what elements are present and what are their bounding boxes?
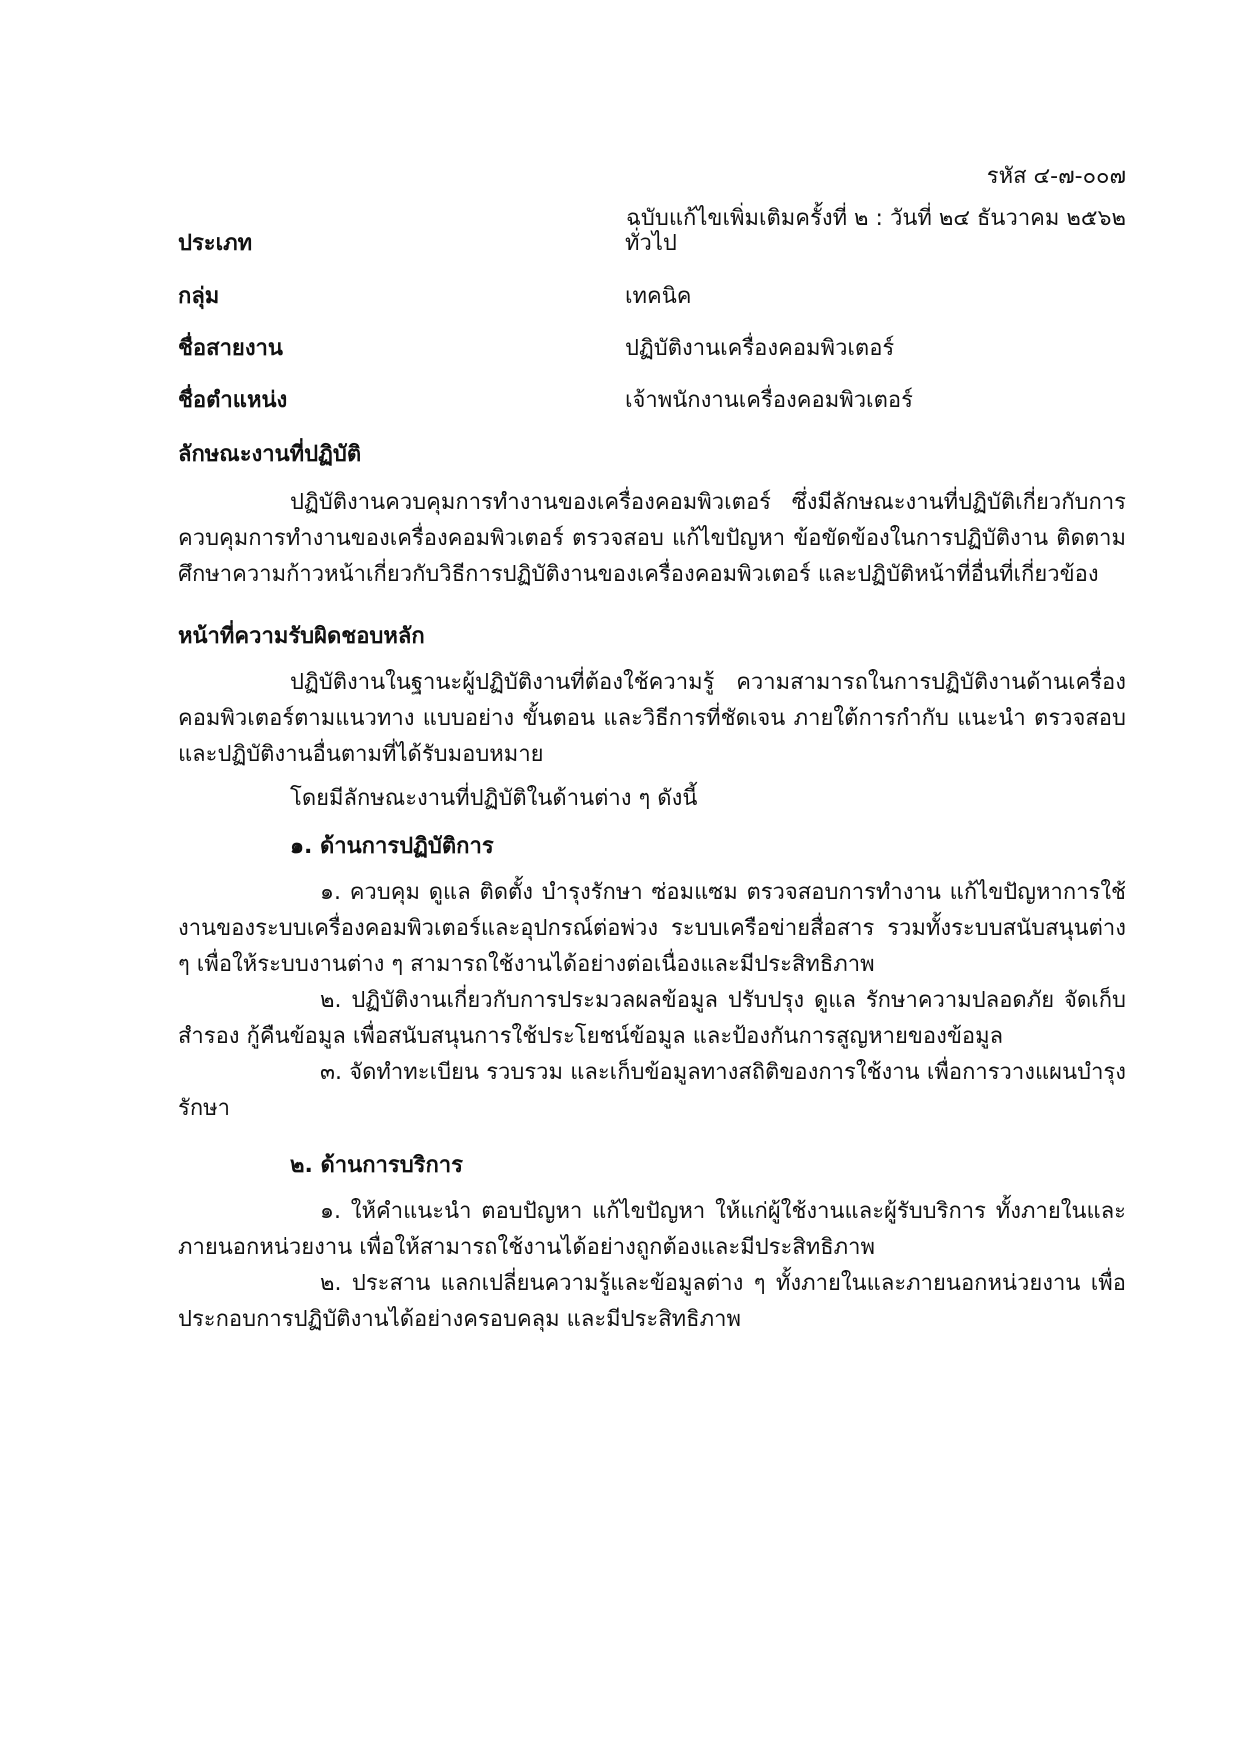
info-value-position: เจ้าพนักงานเครื่องคอมพิวเตอร์ [625,388,913,413]
job-nature-title: ลักษณะงานที่ปฏิบัติ [178,442,362,467]
info-value-type: ทั่วไป [625,231,677,256]
info-label-group: กลุ่ม [178,284,220,309]
job-nature-paragraph: ปฏิบัติงานควบคุมการทำงานของเครื่องคอมพิวเตอร์ ซึ่งมีลักษณะงานที่ปฏิบัติเกี่ยวกับการควบคุมการทำงานของเครื่องคอมพิวเตอร์ ตรวจสอบ แก้ไขปัญหา ข้อขัดข้องในการปฏิบัติงาน ติดตามศึกษาความก้าวหน้าเกี่ยวกับวิธีการปฏิบัติงานของเครื่องคอมพิวเตอร์ และปฏิบัติหน้าที่อื่นที่เกี่ยวข้อง [178,490,1126,587]
operations-item-3: ๓. จัดทำทะเบียน รวบรวม และเก็บข้อมูลทางสถิติของการใช้งาน เพื่อการวางแผนบำรุงรักษา [178,1060,1126,1121]
services-item-1: ๑. ให้คำแนะนำ ตอบปัญหา แก้ไขปัญหา ให้แก่ผู้ใช้งานและผู้รับบริการ ทั้งภายในและภายนอกหน่วยงาน เพื่อให้สามารถใช้งานได้อย่างถูกต้องและมีประสิทธิภาพ [178,1199,1126,1260]
operations-title: ๑. ด้านการปฏิบัติการ [290,834,494,859]
revision-line: ฉบับแก้ไขเพิ่มเติมครั้งที่ ๒ : วันที่ ๒๔ ธันวาคม ๒๕๖๒ [625,206,1126,231]
main-duties-lead: โดยมีลักษณะงานที่ปฏิบัติในด้านต่าง ๆ ดังนี้ [290,786,698,811]
services-title: ๒. ด้านการบริการ [290,1153,463,1178]
services-item-2: ๒. ประสาน แลกเปลี่ยนความรู้และข้อมูลต่าง ๆ ทั้งภายในและภายนอกหน่วยงาน เพื่อประกอบการปฏิบัติงานได้อย่างครอบคลุม และมีประสิทธิภาพ [178,1271,1126,1332]
info-value-group: เทคนิค [625,284,692,309]
operations-item-2: ๒. ปฏิบัติงานเกี่ยวกับการประมวลผลข้อมูล ปรับปรุง ดูแล รักษาความปลอดภัย จัดเก็บสำรอง กู้คืนข้อมูล เพื่อสนับสนุนการใช้ประโยชน์ข้อมูล และป้องกันการสูญหายของข้อมูล [178,988,1126,1049]
info-label-position: ชื่อตำแหน่ง [178,388,288,413]
operations-item-1: ๑. ควบคุม ดูแล ติดตั้ง บำรุงรักษา ซ่อมแซม ตรวจสอบการทำงาน แก้ไขปัญหาการใช้งานของระบบเครื่องคอมพิวเตอร์และอุปกรณ์ต่อพ่วง ระบบเครือข่ายสื่อสาร รวมทั้งระบบสนับสนุนต่าง ๆ เพื่อให้ระบบงานต่าง ๆ สามารถใช้งานได้อย่างต่อเนื่องและมีประสิทธิภาพ [178,880,1126,977]
main-duties-paragraph: ปฏิบัติงานในฐานะผู้ปฏิบัติงานที่ต้องใช้ความรู้ ความสามารถในการปฏิบัติงานด้านเครื่องคอมพิวเตอร์ตามแนวทาง แบบอย่าง ขั้นตอน และวิธีการที่ชัดเจน ภายใต้การกำกับ แนะนำ ตรวจสอบ และปฏิบัติงานอื่นตามที่ได้รับมอบหมาย [178,670,1126,767]
document-code: รหัส ๔-๗-๐๐๗ [986,164,1126,189]
info-label-line: ชื่อสายงาน [178,336,283,361]
info-label-type: ประเภท [178,231,253,256]
main-duties-title: หน้าที่ความรับผิดชอบหลัก [178,624,425,649]
info-value-line: ปฏิบัติงานเครื่องคอมพิวเตอร์ [625,336,895,361]
